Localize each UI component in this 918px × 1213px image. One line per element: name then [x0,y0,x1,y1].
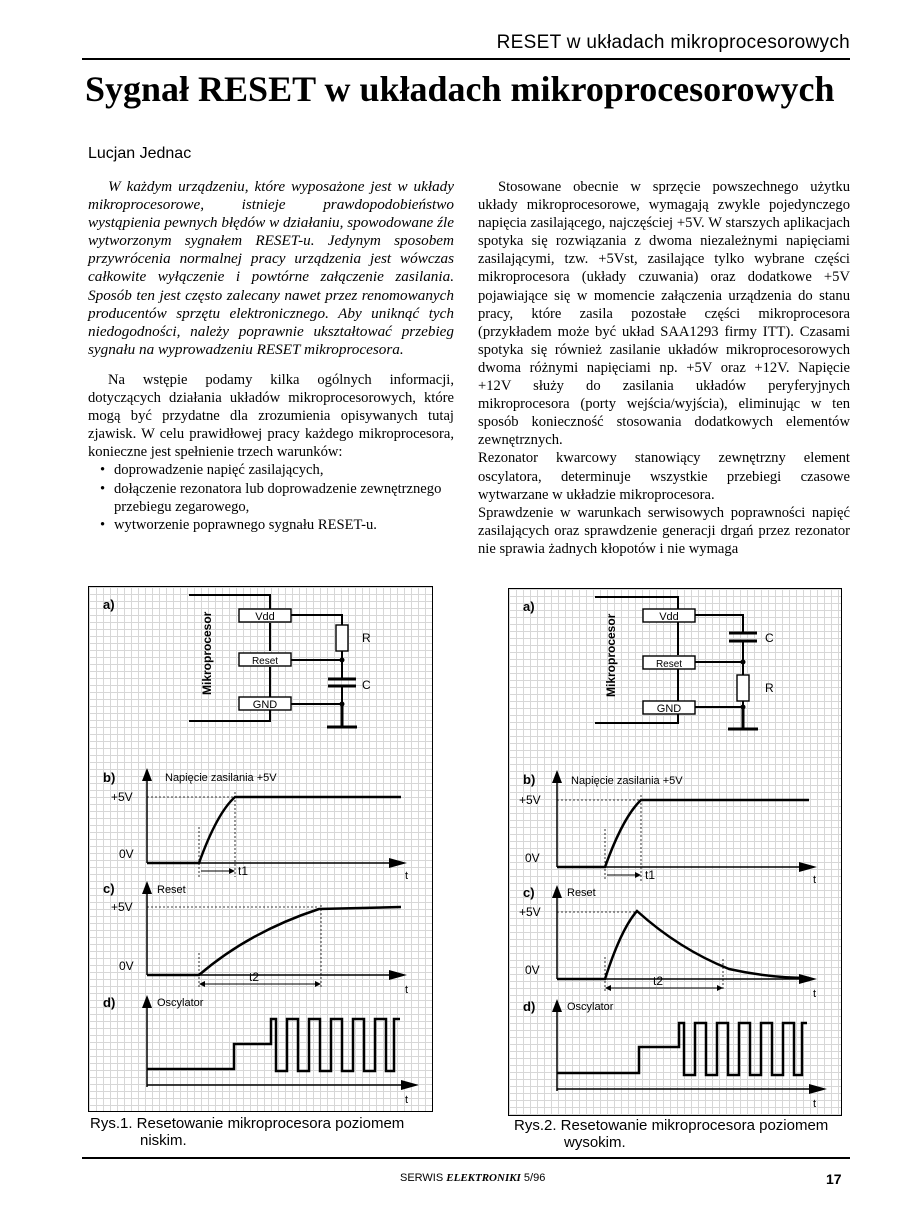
d-title: Oscylator [567,1001,614,1013]
intro-paragraph: Na wstępie podamy kilka ogólnych informacji, dotyczących działania układów mikroprocesorowych, które mogą być przydatne dla zrozumienia opisywanych tutaj zjawisk. W celu prawidłowej pracy każdego mikroprocesora, konieczne jest spełnienie trzech warunków: [88,371,454,461]
label-a: a) [103,597,115,612]
level-low: 0V [525,851,540,865]
reset-waveform [147,907,401,975]
component-bottom-label: R [765,681,774,695]
label-d: d) [523,999,536,1014]
gnd-label: GND [656,703,682,715]
axis-arrow [389,858,407,868]
time-label: t [813,1098,817,1110]
t2-label: t2 [249,970,260,984]
reset-pin-label: Reset [655,659,683,670]
time-label: t [405,984,409,996]
axis-arrow [389,970,407,980]
time-label: t [813,874,817,886]
resistor-symbol [737,675,749,701]
chip-label: Mikroprocesor [604,613,618,697]
reset-waveform [557,911,809,979]
footer-magazine: ELEKTRONIKI [446,1172,521,1184]
time-label: t [405,870,409,882]
figure-1-diagram [89,587,432,1111]
label-b: b) [523,772,536,787]
label-b: b) [103,770,116,785]
oscillator-waveform [147,1019,400,1071]
body-paragraph: Stosowane obecnie w sprzęcie powszechnego użytku układy mikroprocesorowe, wymagają zwykle pojedynczego napięcia zasilającego, najczęściej +5V. W starszych aplikacjach spotyka się rozwiązania z dwoma niezależnymi napięciami zasilającymi, tzw. +5Vst, zasilające tylko wybrane części mikroprocesora (układy czuwania) oraz dodatkowe +5V pojawiające się w momencie załączenia urządzenia do stanu pracy, które zasila pozostałe części mikroprocesora (przykładem może być układ SAA1293 firmy ITT). Czasami spotyka się również zasilanie układów mikroprocesorowych dwoma różnymi napięciami np. +5V oraz +12V. Napięcie +12V służy do zasilania układów peryferyjnych mikroprocesora (porty wejścia/wyjścia), eliminując w ten sposób konieczność stosowania dodatkowych elementów zewnętrznych. [478,179,850,449]
right-column [478,178,850,558]
page-number: 17 [826,1171,842,1187]
label-d: d) [103,995,116,1010]
chip-outline [189,595,270,609]
chip-outline [595,597,678,609]
b-title: Napięcie zasilania +5V [165,772,277,784]
label-c: c) [523,885,535,900]
left-column [88,178,454,534]
list-item: • dołączenie rezonatora lub doprowadzenie zewnętrznego przebiegu zegarowego, [100,480,454,516]
component-top-label: C [765,631,774,645]
c-title: Reset [567,887,596,899]
article-title: Sygnał RESET w układach mikroprocesorowych [85,69,835,109]
level-low: 0V [525,963,540,977]
chip-label: Mikroprocesor [200,611,214,695]
axis-arrow [401,1080,419,1090]
reset-pin-label: Reset [251,656,279,667]
b-title: Napięcie zasilania +5V [571,775,683,787]
level-high: +5V [519,793,541,807]
body-paragraph: Sprawdzenie w warunkach serwisowych poprawności napięć zasilających oraz sprawdzenie generacji drgań przez rezonator nie sprawia żadnych kłopotów i nie wymaga [478,504,850,557]
footer [400,1172,545,1184]
caption-line: wysokim. [564,1134,626,1151]
caption-line: Rys.2. Resetowanie mikroprocesora poziomem [514,1117,829,1134]
supply-waveform [557,800,809,867]
axis-arrow [809,1084,827,1094]
axis-arrow [799,862,817,872]
header-rule [82,58,850,60]
footer-rule [82,1157,850,1159]
vdd-label: Vdd [659,611,679,623]
d-title: Oscylator [157,997,204,1009]
body-paragraph: Rezonator kwarcowy stanowiący zewnętrzny element oscylatora, determinuje wszystkie przebiegi czasowe wytwarzane w układzie mikroprocesora. [478,450,850,503]
figure-2 [508,588,842,1116]
requirements-list [88,461,454,533]
author-name: Lucjan Jednac [88,145,192,162]
supply-waveform [147,797,401,863]
level-high: +5V [111,790,133,804]
t1-label: t1 [238,864,249,878]
list-item: • doprowadzenie napięć zasilających, [100,461,454,479]
label-a: a) [523,599,535,614]
level-high: +5V [111,900,133,914]
figure-2-caption [514,1117,874,1151]
lead-paragraph: W każdym urządzeniu, które wyposażone jest w układy mikroprocesorowe, istnieje prawdopodobieństwo wystąpienia pewnych błędów w działaniu, spowodowane źle wytworzonym sygnałem RESET-u. Jedynym sposobem przywrócenia normalnej pracy urządzenia jest wówczas całkowite wyłączenie i powtórne załączenie zasilania. Sposób ten jest często zalecany nawet przez renomowanych producentów sprzętu elektronicznego. Aby uniknąć tych niedogodności, należy poprawnie ukształtować przebieg sygnału na wyprowadzeniu RESET mikroprocesora. [88,178,454,358]
figure-1 [88,586,433,1112]
list-item: • wytworzenie poprawnego sygnału RESET-u. [100,516,454,534]
caption-line: niskim. [140,1132,187,1149]
vdd-label: Vdd [255,611,275,623]
level-high: +5V [519,905,541,919]
t1-label: t1 [645,868,656,882]
time-label: t [813,988,817,1000]
running-header: RESET w układach mikroprocesorowych [496,32,850,53]
t2-label: t2 [653,974,664,988]
level-low: 0V [119,959,134,973]
time-label: t [405,1094,409,1106]
c-title: Reset [157,884,186,896]
component-bottom-label: C [362,678,371,692]
label-c: c) [103,881,115,896]
component-top-label: R [362,631,371,645]
figure-2-diagram [509,589,841,1115]
gnd-label: GND [252,699,278,711]
caption-line: Rys.1. Resetowanie mikroprocesora poziomem [90,1115,405,1132]
footer-issue: 5/96 [523,1172,546,1184]
resistor-symbol [336,625,348,651]
footer-publisher: SERWIS [400,1172,444,1184]
oscillator-waveform [557,1023,807,1075]
level-low: 0V [119,847,134,861]
figure-1-caption [90,1115,450,1149]
